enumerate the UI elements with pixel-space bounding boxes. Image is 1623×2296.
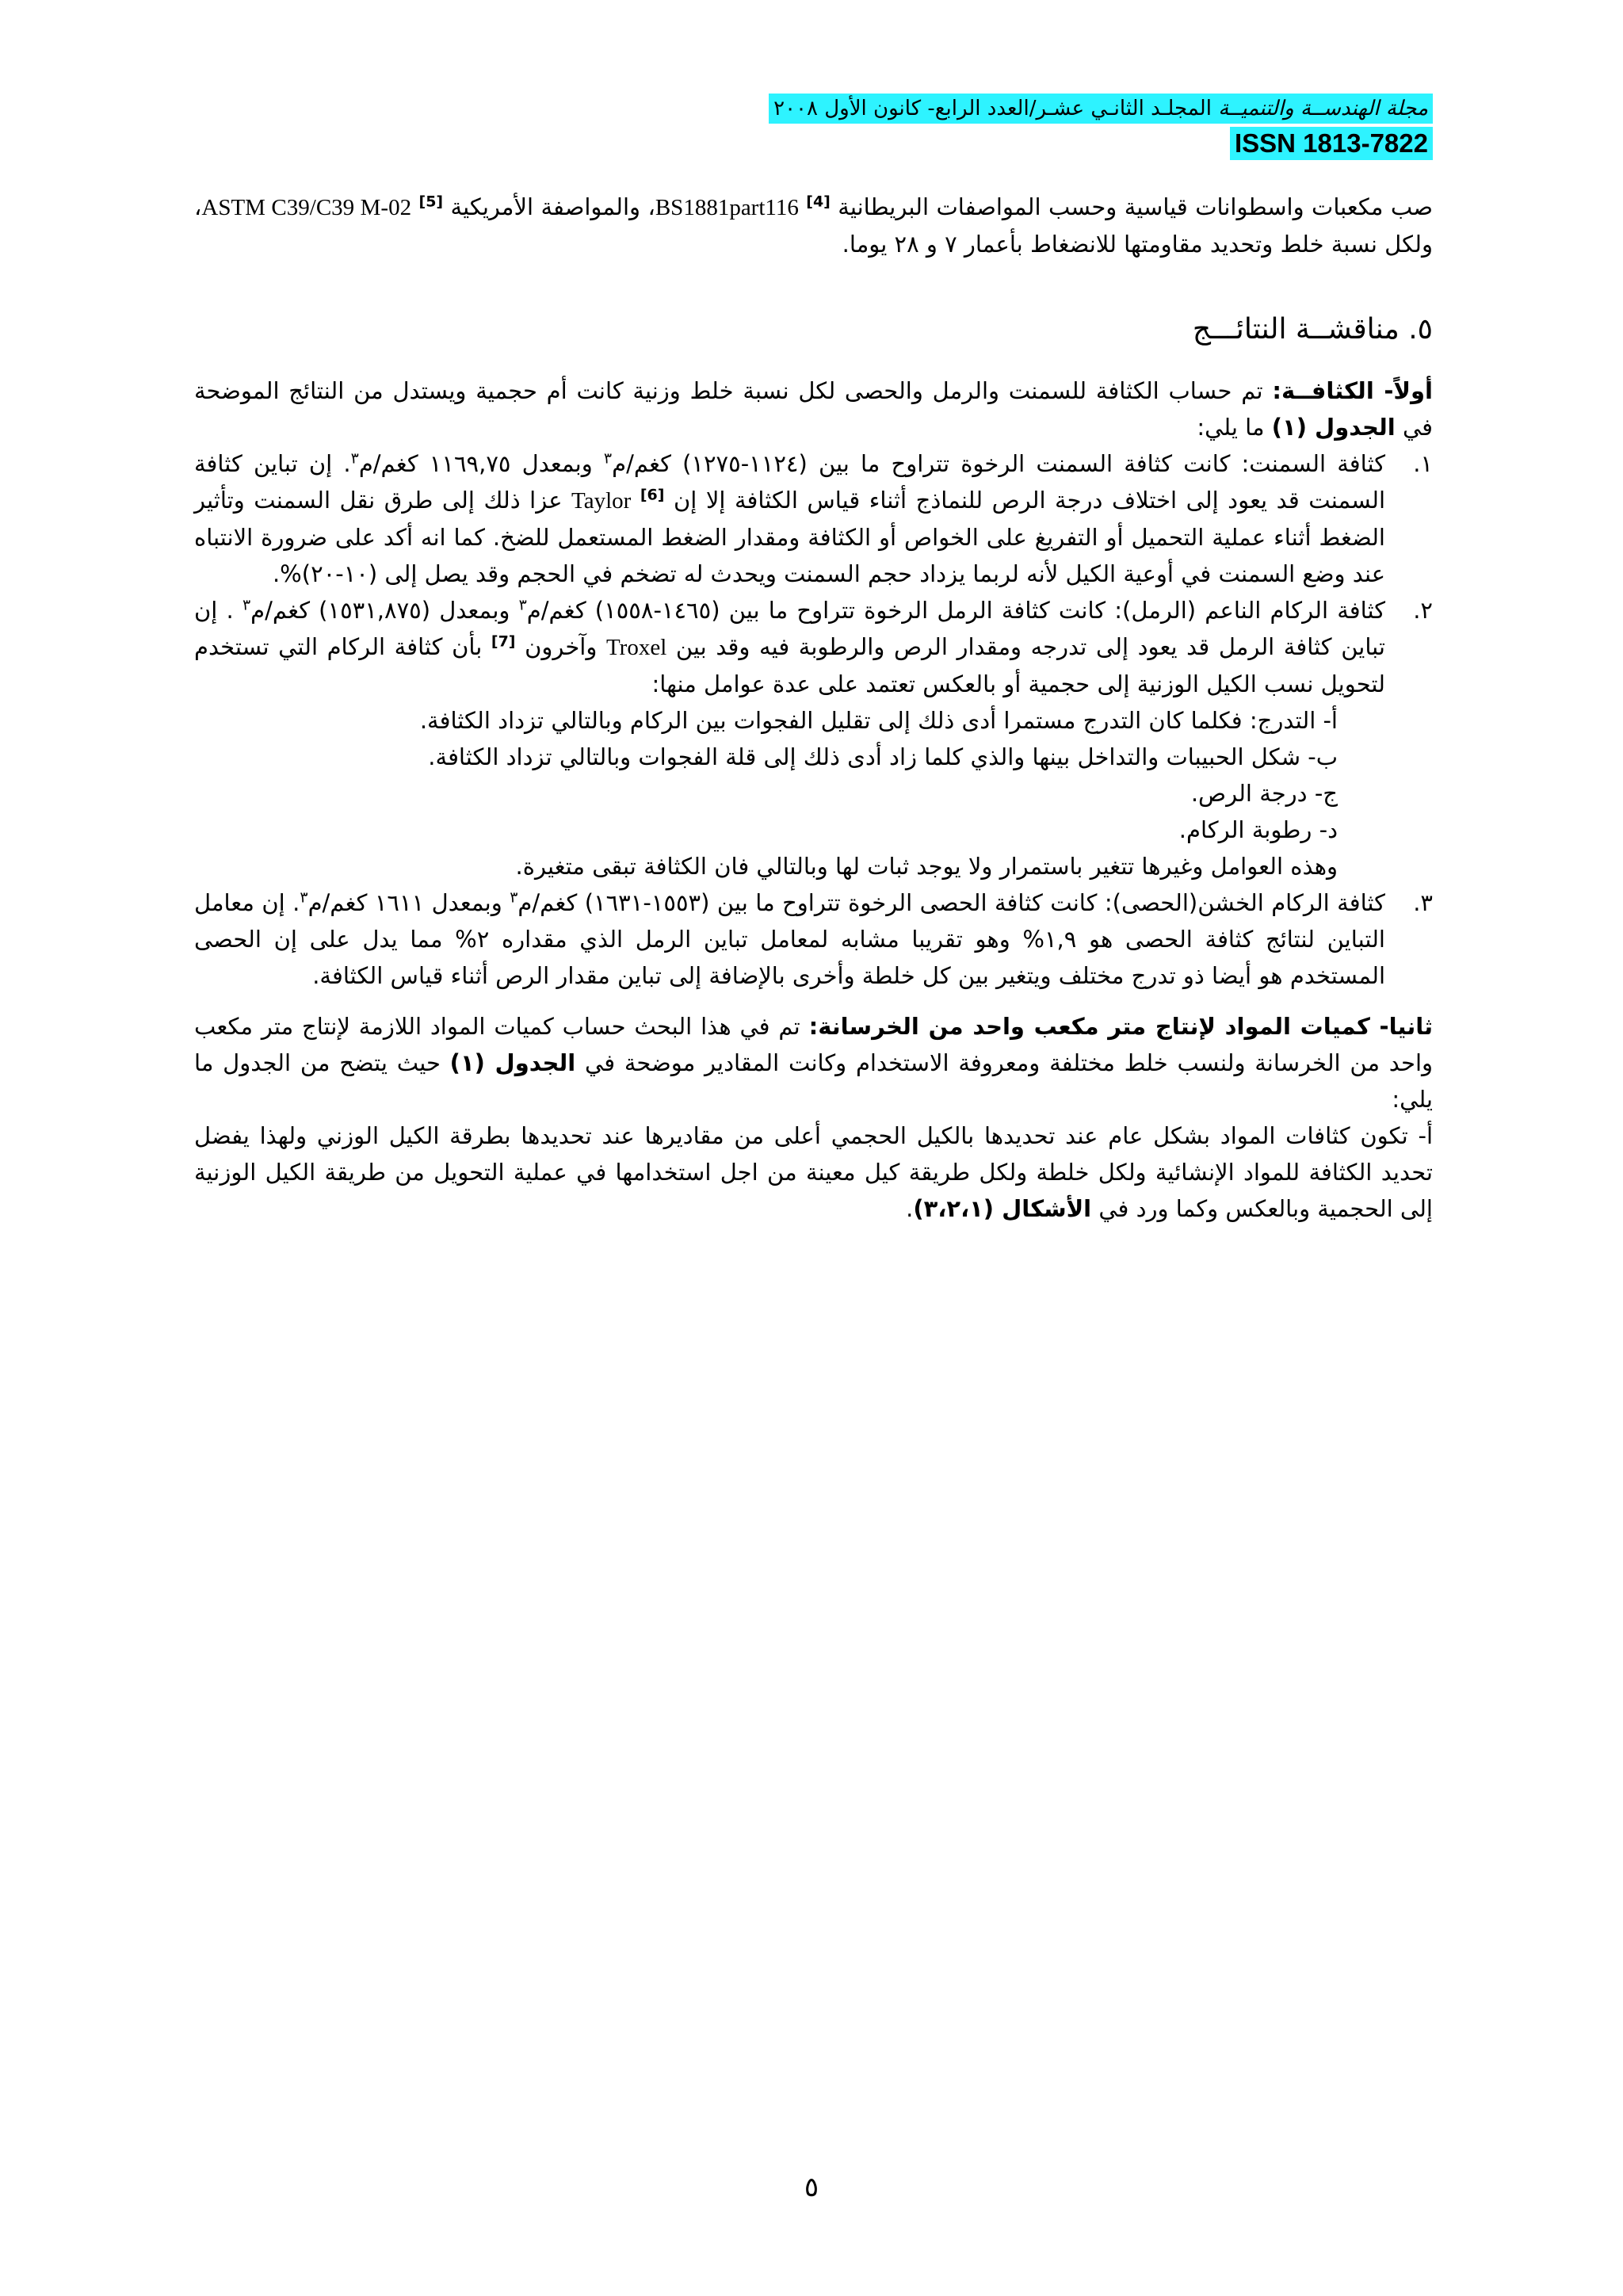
table-ref: الجدول (١)	[449, 1049, 576, 1076]
paragraph-text: وبمعدل (١٥٣١,٨٧٥) كغم/م	[250, 597, 519, 624]
journal-title-line	[769, 94, 1433, 124]
factor-item: ب- شكل الحبيبات والتداخل بينها والذي كلما زاد أدى ذلك إلى قلة الفجوات وبالتالي تزداد الكثافة.	[428, 743, 1338, 770]
paragraph-text: ما يلي:	[1197, 414, 1272, 441]
journal-volume-issue: المجلـد الثانـي عشـر/العدد الرابع- كانون الأول ٢٠٠٨	[773, 97, 1219, 120]
intro-text: ، والمواصفة الأمريكية	[450, 193, 655, 220]
paragraph-text: وآخرون	[515, 633, 606, 660]
paragraph-text: بأن كثافة الركام التي تستخدم لتحويل نسب الكيل الوزنية إلى حجمية أو بالعكس تعتمد على عدة عوامل منها:	[194, 633, 1385, 697]
quantities-title: ثانيا- كميات المواد لإنتاج متر مكعب واحد من الخرسانة:	[808, 1013, 1433, 1040]
paragraph-text: تم حساب الكثافة للسمنت والرمل والحصى لكل نسبة خلط وزنية كانت أم حجمية ويستدل من النتائج الموضحة في	[194, 377, 1433, 441]
factor-note: وهذه العوامل وغيرها تتغير باستمرار ولا يوجد ثبات لها وبالتالي فان الكثافة تبقى متغيرة.	[515, 853, 1338, 880]
citation-ref: [5]	[418, 193, 444, 211]
factor-item: أ- التدرج: فكلما كان التدرج مستمرا أدى ذلك إلى تقليل الفجوات بين الركام وبالتالي تزداد الكثافة.	[419, 707, 1338, 734]
journal-header	[769, 94, 1433, 160]
paragraph-text: كثافة السمنت: كانت كثافة السمنت الرخوة تتراوح ما بين (١١٢٤-١٢٧٥) كغم/م	[612, 450, 1385, 477]
superscript: ٣	[518, 596, 527, 614]
issn-label: ISSN 1813-7822	[1230, 127, 1433, 160]
density-title: أولاً- الكثافــة:	[1272, 377, 1433, 404]
paragraph-text: كثافة الركام الناعم (الرمل): كانت كثافة الرمل الرخوة تتراوح ما بين (١٤٦٥-١٥٥٨) كغم/م	[526, 597, 1385, 624]
author-name: Troxel	[605, 635, 667, 660]
intro-paragraph	[194, 189, 1433, 262]
figures-ref: الأشكال (٣،٢،١)	[913, 1195, 1092, 1222]
item-number: ٣.	[1413, 889, 1433, 916]
paragraph-text: كثافة الركام الخشن(الحصى): كانت كثافة الحصى الرخوة تتراوح ما بين (١٥٥٣-١٦٣١) كغم/م	[517, 889, 1385, 916]
list-item-cement	[194, 445, 1433, 592]
journal-name: مجلة الهندســة والتنميــة	[1218, 97, 1428, 120]
paragraph-text: أ- تكون كثافات المواد بشكل عام عند تحديدها بالكيل الحجمي أعلى من مقاديرها عند تحديدها بطرقة الكيل الوزني ولهذا يفضل تحديد الكثافة للمواد الإنشائية ولكل خلطة ولكل طريقة كيل معينة من اجل استخدامها في عملية التحويل من طريقة الكيل الوزنية إلى الحجمية وبالعكس وكما ورد في	[194, 1122, 1433, 1222]
superscript: ٣	[510, 888, 518, 907]
paragraph-text: . إن تباين كثافة السمنت قد يعود إلى اختلاف درجة الرص للنماذج أثناء قياس الكثافة إلا إن	[194, 450, 1386, 514]
superscript: ٣	[603, 449, 613, 468]
quantities-paragraph	[194, 1008, 1433, 1117]
item-number: ٢.	[1413, 597, 1433, 624]
paragraph-text: . إن تباين كثافة الرمل قد يعود إلى تدرجه ومقدار الرص والرطوبة فيه وقد بين	[194, 597, 1386, 660]
paragraph-text: . إن معامل التباين لنتائج كثافة الحصى هو ١,٩% وهو تقريبا مشابه لمعامل تباين الرمل الذي مقداره ٢% مما يدل على إن الحصى المستخدم هو أيضا ذو تدرج مختلف ويتغير بين كل خلطة وأخرى بالإضافة إلى تباين مقدار الرص أثناء قياس الكثافة.	[194, 889, 1385, 989]
factor-item: ج- درجة الرص.	[1190, 780, 1338, 807]
paragraph-text: .	[906, 1195, 914, 1222]
standard-astm: ASTM C39/C39 M-02	[201, 195, 412, 220]
list-item-sand	[194, 592, 1433, 702]
list-item-gravel	[194, 884, 1433, 994]
density-section	[194, 372, 1433, 1227]
superscript: ٣	[300, 888, 308, 907]
citation-ref: [7]	[491, 632, 516, 651]
paragraph-text: وبمعدل ١٦١١ كغم/م	[307, 889, 510, 916]
superscript: ٣	[242, 596, 251, 614]
page-number: ٥	[804, 2172, 819, 2203]
paragraph-text: عزا ذلك إلى طرق نقل السمنت وتأثير الضغط أثناء عملية التحميل أو التفريغ على الخواص أو الكثافة ومقدار الضغط المستعمل للضخ. كما انه أكد على ضرورة الانتباه عند وضع السمنت في أوعية الكيل لأنه لربما يزداد حجم السمنت ويحدث له تضخم في الحجم وقد يصل إلى (١٠-٢٠)%.	[194, 487, 1385, 587]
quantities-item-a	[194, 1117, 1433, 1227]
item-number: ١.	[1413, 450, 1433, 477]
sand-factors-list	[194, 702, 1433, 884]
standard-bs: BS1881part116	[655, 195, 799, 220]
intro-text: ، ولكل نسبة خلط وتحديد مقاومتها للانضغاط بأعمار ٧ و ٢٨ يوما.	[194, 193, 1433, 258]
section-heading: ٥. مناقشــة النتائـــج	[1192, 313, 1433, 346]
author-name: Taylor	[571, 488, 632, 514]
paragraph-text: حيث يتضح من الجدول ما يلي:	[194, 1049, 1433, 1113]
paragraph-text: وبمعدل ١١٦٩,٧٥ كغم/م	[358, 450, 604, 477]
factor-item: د- رطوبة الركام.	[1178, 816, 1338, 843]
superscript: ٣	[350, 449, 359, 468]
citation-ref: [6]	[640, 486, 665, 504]
paragraph-text: تم في هذا البحث حساب كميات المواد اللازمة لإنتاج متر مكعب واحد من الخرسانة ولنسب خلط مختلفة ومعروفة الاستخدام وكانت المقادير موضحة في	[194, 1013, 1433, 1076]
density-intro	[194, 372, 1433, 445]
table-ref: الجدول (١)	[1271, 414, 1396, 441]
citation-ref: [4]	[806, 193, 831, 211]
intro-text: صب مكعبات واسطوانات قياسية وحسب المواصفات البريطانية	[830, 193, 1433, 220]
